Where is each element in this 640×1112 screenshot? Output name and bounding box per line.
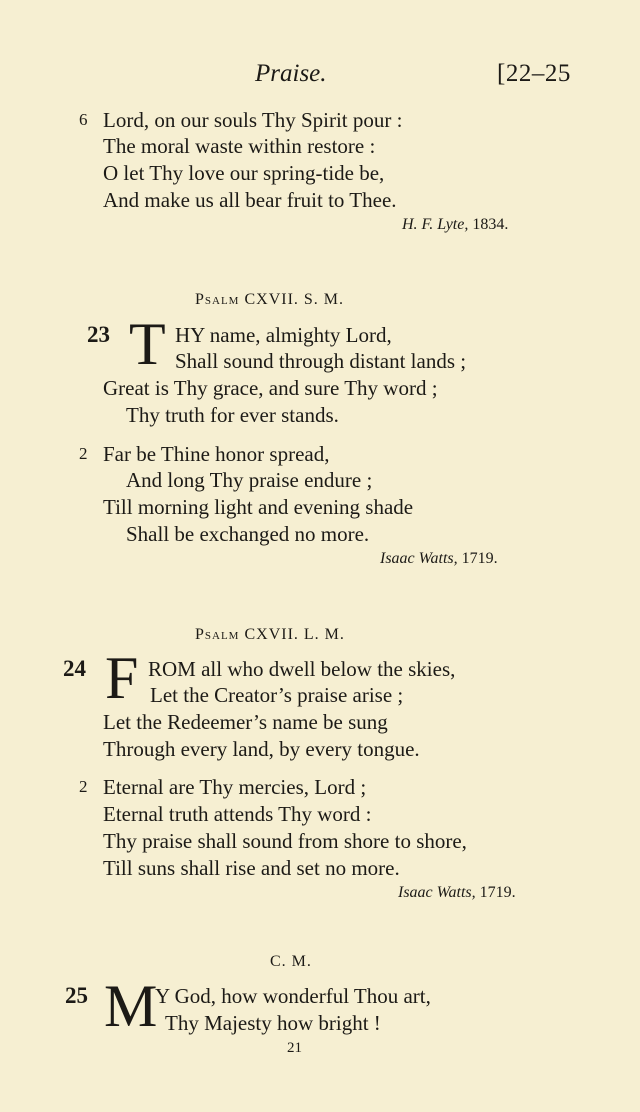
verse-line: Thy Majesty how bright ! bbox=[165, 1011, 381, 1035]
heading-meter: CXVII. L. M. bbox=[244, 626, 345, 643]
verse-line: HY name, almighty Lord, bbox=[175, 323, 392, 347]
verse-number: 6 bbox=[79, 110, 88, 129]
hymn-number: 24 bbox=[63, 656, 86, 681]
verse-number: 2 bbox=[79, 777, 88, 796]
author-name: Isaac Watts, bbox=[380, 550, 458, 567]
drop-cap: M bbox=[104, 973, 158, 1039]
verse-line: Till morning light and evening shade bbox=[103, 495, 414, 519]
attribution-year: 1719. bbox=[461, 550, 498, 567]
verse-line: Y God, how wonderful Thou art, bbox=[155, 984, 431, 1008]
author-name: Isaac Watts, bbox=[398, 884, 476, 901]
author-name: H. F. Lyte, bbox=[402, 216, 469, 233]
page-number: 21 bbox=[287, 1040, 302, 1056]
heading-psalm: Psalm bbox=[195, 626, 240, 643]
verse-line: Eternal are Thy mercies, Lord ; bbox=[103, 775, 367, 799]
hymn-heading: C. M. bbox=[270, 953, 312, 970]
verse-line: Far be Thine honor spread, bbox=[103, 442, 330, 466]
hymn-number: 25 bbox=[65, 983, 88, 1008]
verse-line: ROM all who dwell below the skies, bbox=[148, 657, 456, 681]
hymn-number: 23 bbox=[87, 322, 110, 347]
verse-line: Thy praise shall sound from shore to shore, bbox=[103, 829, 467, 853]
verse-line: Through every land, by every tongue. bbox=[103, 737, 420, 761]
attribution bbox=[402, 216, 508, 234]
verse-line: Shall be exchanged no more. bbox=[126, 522, 370, 546]
verse-line: And make us all bear fruit to Thee. bbox=[103, 188, 397, 212]
verse-number: 2 bbox=[79, 444, 88, 463]
verse-line: Thy truth for ever stands. bbox=[126, 403, 339, 427]
hymn-heading bbox=[195, 291, 344, 309]
heading-meter: CXVII. S. M. bbox=[244, 291, 345, 308]
running-title: Praise. bbox=[255, 60, 327, 87]
drop-cap: T bbox=[129, 311, 166, 377]
verse-line: Eternal truth attends Thy word : bbox=[103, 802, 372, 826]
verse-line: The moral waste within restore : bbox=[103, 134, 376, 158]
verse-line: Let the Redeemer’s name be sung bbox=[103, 710, 388, 734]
drop-cap: F bbox=[105, 645, 139, 711]
verse-line: Shall sound through distant lands ; bbox=[175, 349, 467, 373]
heading-psalm: Psalm bbox=[195, 291, 240, 308]
attribution bbox=[398, 884, 516, 902]
attribution bbox=[380, 550, 498, 568]
verse-line: Great is Thy grace, and sure Thy word ; bbox=[103, 376, 438, 400]
verse-line: Lord, on our souls Thy Spirit pour : bbox=[103, 108, 403, 132]
verse-line: And long Thy praise endure ; bbox=[126, 468, 373, 492]
verse-line: Let the Creator’s praise arise ; bbox=[150, 683, 404, 707]
hymn-heading bbox=[195, 626, 345, 644]
hymn-range: [22–25 bbox=[497, 60, 571, 87]
attribution-year: 1834. bbox=[472, 216, 509, 233]
verse-line: Till suns shall rise and set no more. bbox=[103, 856, 400, 880]
verse-line: O let Thy love our spring-tide be, bbox=[103, 161, 385, 185]
attribution-year: 1719. bbox=[479, 884, 516, 901]
